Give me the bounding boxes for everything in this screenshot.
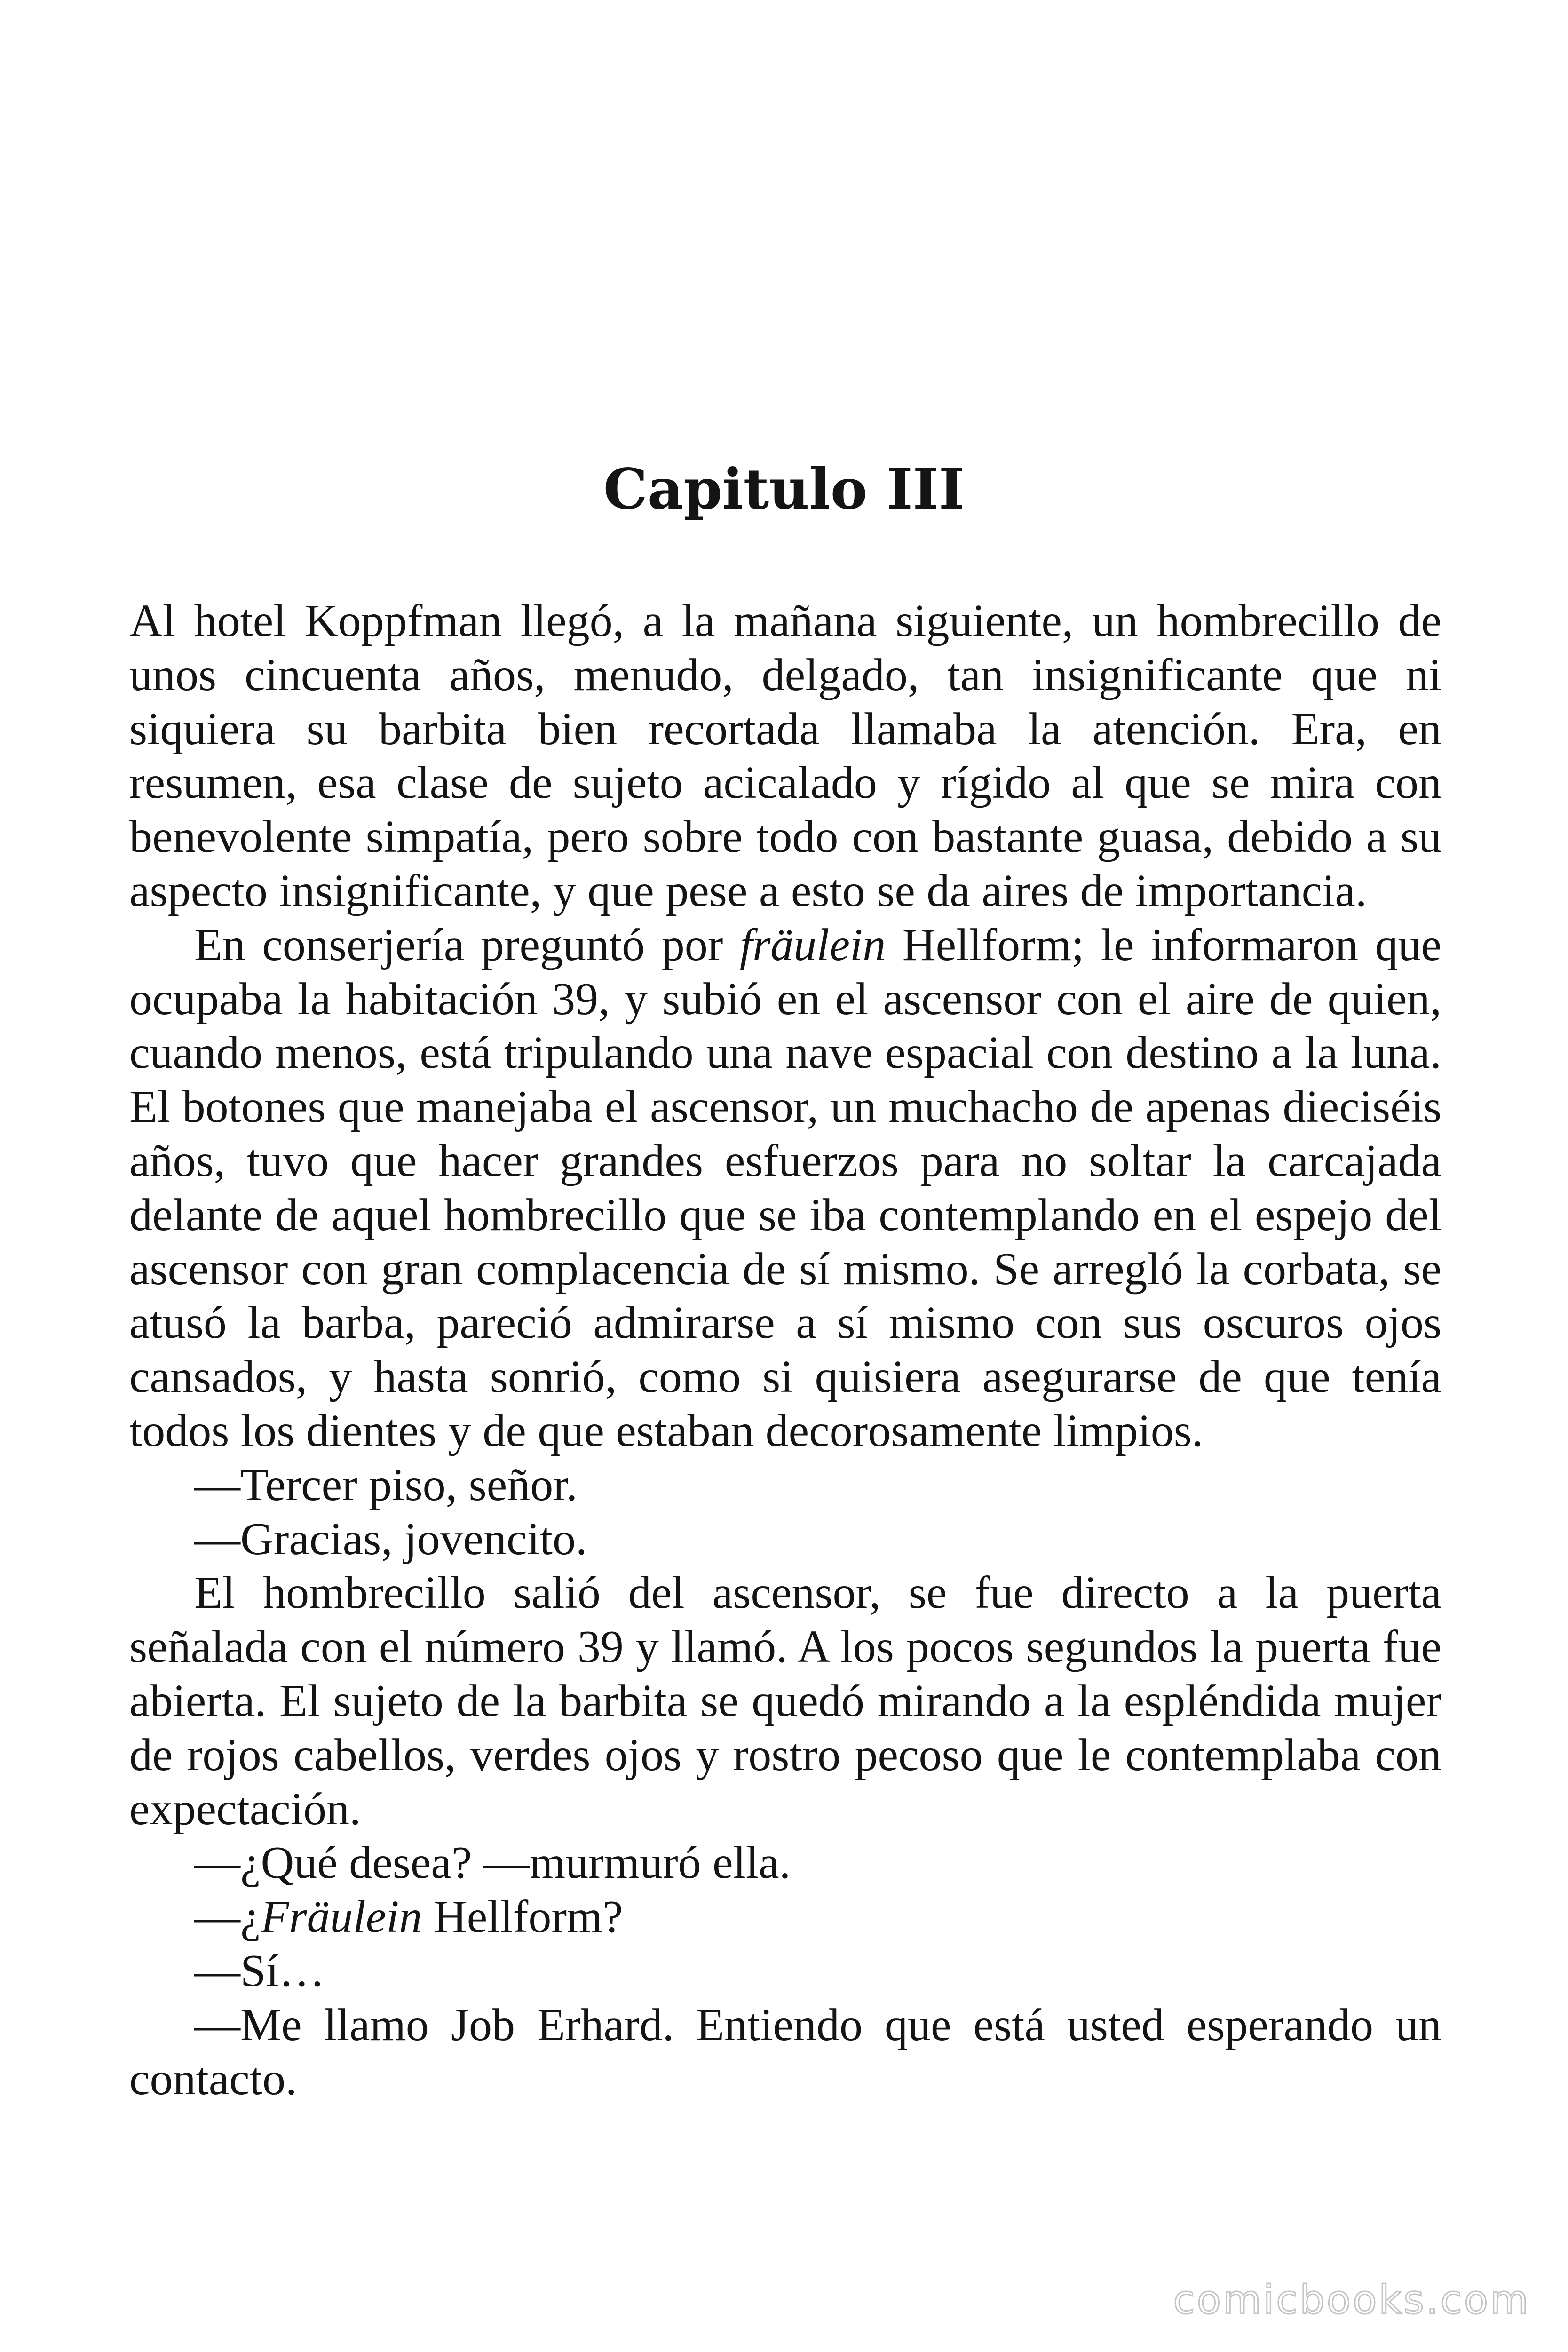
paragraph-text: —Me llamo Job Erhard. Entiendo que está usted esperando un contacto. (129, 1999, 1441, 2105)
paragraph-text: —¿ (194, 1891, 261, 1943)
paragraph (129, 918, 1441, 1458)
paragraph-text: —Sí… (194, 1945, 325, 1996)
paragraph-text: —Tercer piso, señor. (194, 1459, 578, 1510)
paragraph-text: Al hotel Koppfman llegó, a la mañana siguiente, un hombrecillo de unos cincuenta años, menudo, delgado, tan insignificante que ni siquiera su barbita bien recortada llamaba la atención. Era, en resumen, esa clase de sujeto acicalado y rígido al que se mira con benevolente simpatía, pero sobre todo con bastante guasa, debido a su aspecto insignificante, y que pese a esto se da aires de importancia. (129, 596, 1441, 916)
paragraph-text: En conserjería preguntó por (194, 919, 740, 970)
paragraph (129, 1998, 1441, 2106)
paragraph (129, 1890, 1441, 1944)
paragraph (129, 1566, 1441, 1836)
paragraph (129, 594, 1441, 918)
watermark: comicbooks.com (1173, 2277, 1530, 2323)
chapter-title: Capitulo III (603, 456, 965, 522)
paragraph-text: —¿Qué desea? —murmuró ella. (194, 1837, 791, 1889)
italic-text: Fräulein (261, 1891, 422, 1943)
paragraph (129, 1944, 1441, 1998)
paragraph-text: El hombrecillo salió del ascensor, se fue directo a la puerta señalada con el número 39 y llamó. A los pocos segundos la puerta fue abierta. El sujeto de la barbita se quedó mirando a la espléndida mujer de rojos cabellos, verdes ojos y rostro pecoso que le contemplaba con expectación. (129, 1567, 1441, 1835)
italic-text: fräulein (739, 919, 886, 970)
paragraph (129, 1836, 1441, 1890)
paragraph (129, 1458, 1441, 1512)
paragraph-text: —Gracias, jovencito. (194, 1513, 587, 1565)
chapter-body (129, 594, 1441, 2106)
paragraph (129, 1512, 1441, 1566)
paragraph-text: Hellform? (422, 1891, 623, 1943)
paragraph-text: Hellform; le informaron que ocupaba la habitación 39, y subió en el ascensor con el aire de quien, cuando menos, está tripulando una nave espacial con destino a la luna. El botones que manejaba el ascensor, un muchacho de apenas dieciséis años, tuvo que hacer grandes esfuerzos para no soltar la carcajada delante de aquel hombrecillo que se iba contemplando en el espejo del ascensor con gran complacencia de sí mismo. Se arregló la corbata, se atusó la barba, pareció admirarse a sí mismo con sus oscuros ojos cansados, y hasta sonrió, como si quisiera asegurarse de que tenía todos los dientes y de que estaban decorosamente limpios. (129, 919, 1441, 1456)
